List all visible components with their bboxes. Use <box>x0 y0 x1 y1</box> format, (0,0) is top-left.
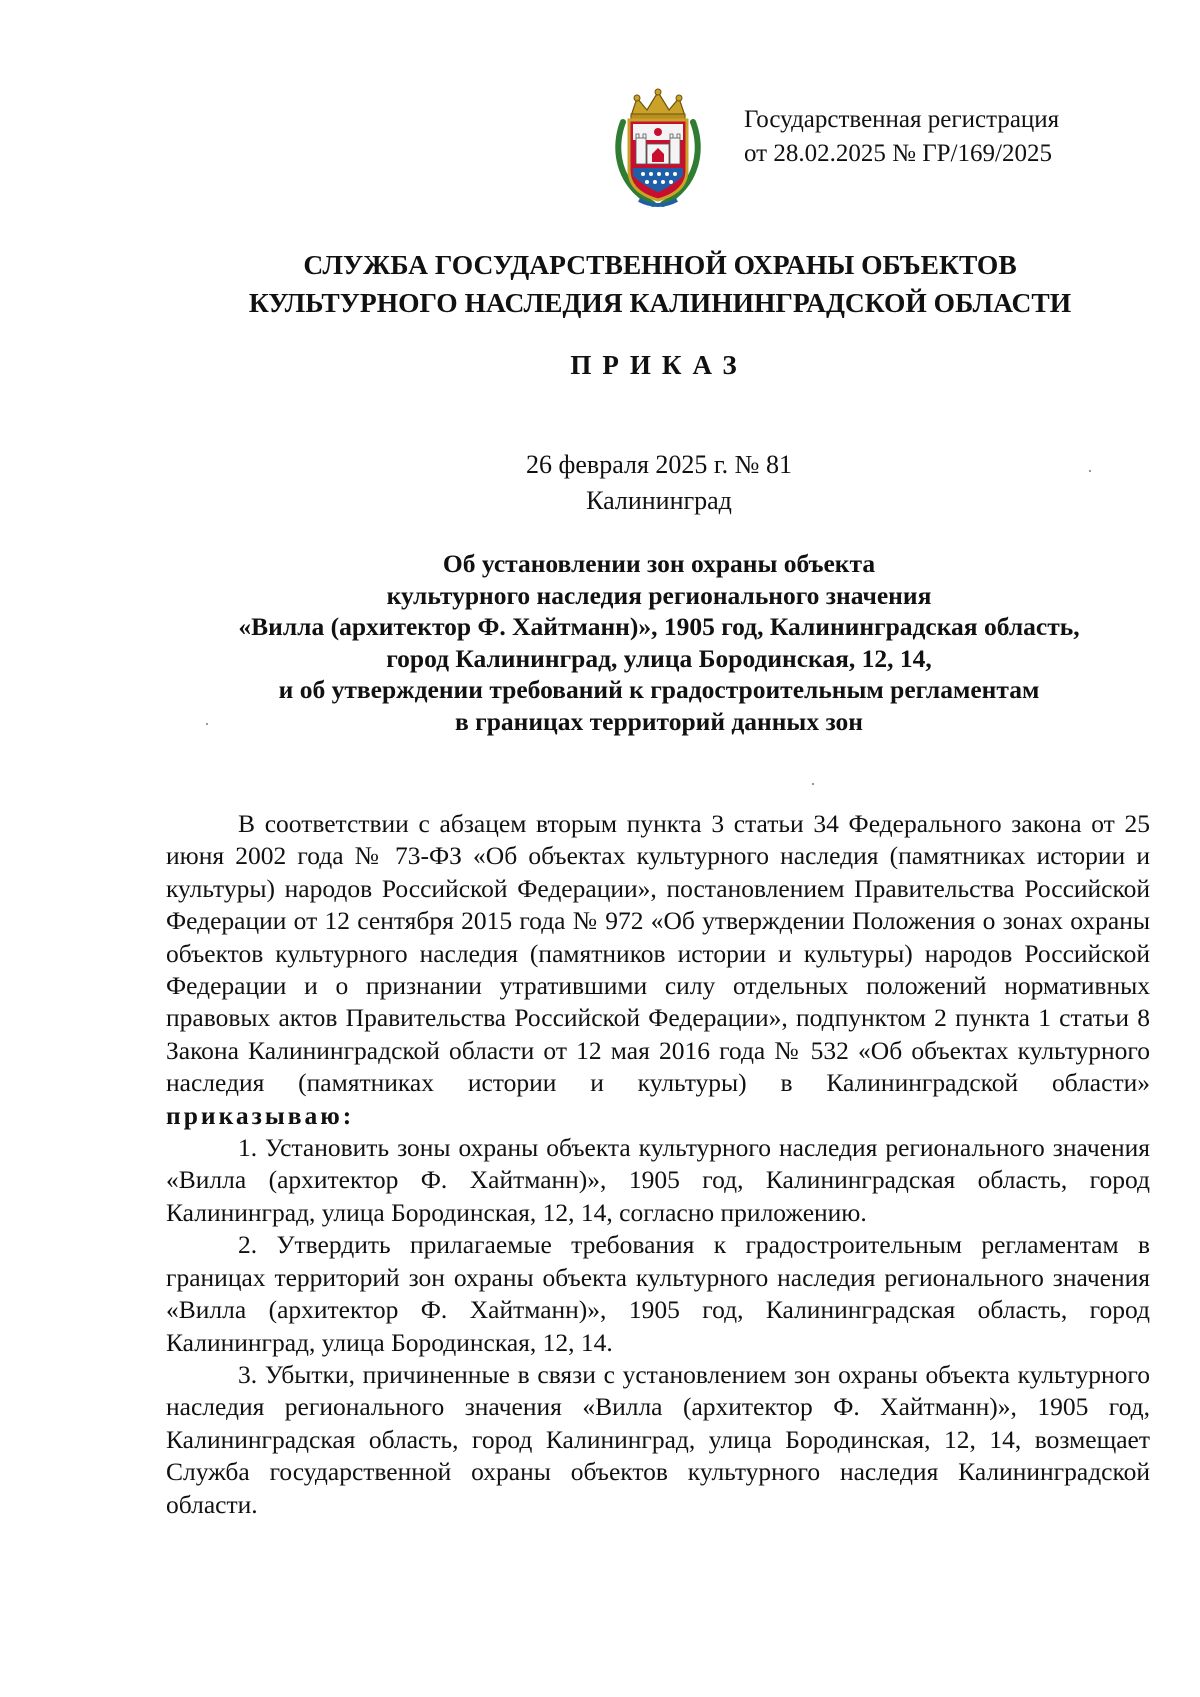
subject-line: Об установлении зон охраны объекта <box>442 549 876 578</box>
scan-speck <box>1089 470 1091 472</box>
subject-line: и об утверждении требований к градостроительным регламентам <box>278 675 1040 704</box>
order-item-1: 1. Установить зоны охраны объекта культурного наследия регионального значения «Вилла (архитектор Ф. Хайтманн)», 1905 год, Калининградская область, город Калининград, улица Бородинская, 12, 14, согласно приложению. <box>166 1133 1150 1227</box>
subject-line: в границах территорий данных зон <box>455 706 863 736</box>
organization-name-line: СЛУЖБА ГОСУДАРСТВЕННОЙ ОХРАНЫ ОБЪЕКТОВ <box>303 249 1017 280</box>
order-item-3: 3. Убытки, причиненные в связи с установлением зон охраны объекта культурного наследия регионального значения «Вилла (архитектор Ф. Хайтманн)», 1905 год, Калининградская область, город Калининград, улица Бородинская, 12, 14, возмещает Служба государственной охраны объектов культурного наследия Калининградской области. <box>166 1359 1150 1519</box>
order-city: Калининград <box>586 486 732 515</box>
registration-info <box>744 103 1059 171</box>
order-subject <box>0 548 1200 737</box>
registration-number: от 28.02.2025 № ГР/169/2025 <box>744 140 1052 167</box>
order-date-block <box>0 447 1200 519</box>
subject-line: «Вилла (архитектор Ф. Хайтманн)», 1905 год, Калининградская область, <box>238 612 1080 641</box>
document-type-title: ПРИКАЗ <box>570 350 748 380</box>
order-body <box>166 808 1150 1521</box>
preamble-paragraph <box>166 808 1150 1132</box>
organization-name-line: КУЛЬТУРНОГО НАСЛЕДИЯ КАЛИНИНГРАДСКОЙ ОБЛАСТИ <box>248 287 1072 318</box>
kaliningrad-coat-of-arms-icon <box>609 88 707 210</box>
subject-line: культурного наследия регионального значения <box>386 580 932 610</box>
preamble-text: В соответствии с абзацем вторым пункта 3 статьи 34 Федерального закона от 25 июня 2002 года № 73-ФЗ «Об объектах культурного наследия (памятниках истории и культуры) народов Российской Федерации», постановлением Правительства Российской Федерации от 12 сентября 2015 года № 972 «Об утверждении Положения о зонах охраны объектов культурного наследия (памятников истории и культуры) народов Российской Федерации и о признании утратившими силу отдельных положений нормативных правовых актов Правительства Российской Федерации», подпунктом 2 пункта 1 статьи 8 Закона Калининградской области от 12 мая 2016 года № 532 «Об объектах культурного наследия (памятниках истории и культуры) в Калининградской области» <box>166 809 1150 1098</box>
order-date-number: 26 февраля 2025 г. № 81 <box>526 450 792 479</box>
scan-speck <box>206 723 208 725</box>
scan-speck <box>812 783 814 785</box>
order-item-2: 2. Утвердить прилагаемые требования к градостроительным регламентам в границах территорий зон охраны объекта культурного наследия регионального значения «Вилла (архитектор Ф. Хайтманн)», 1905 год, Калининградская область, город Калининград, улица Бородинская, 12, 14. <box>166 1230 1150 1357</box>
organization-name <box>0 246 1200 322</box>
subject-line: город Калининград, улица Бородинская, 12, 14, <box>386 643 932 673</box>
registration-label: Государственная регистрация <box>744 106 1060 133</box>
decree-word: приказываю: <box>166 1100 355 1130</box>
